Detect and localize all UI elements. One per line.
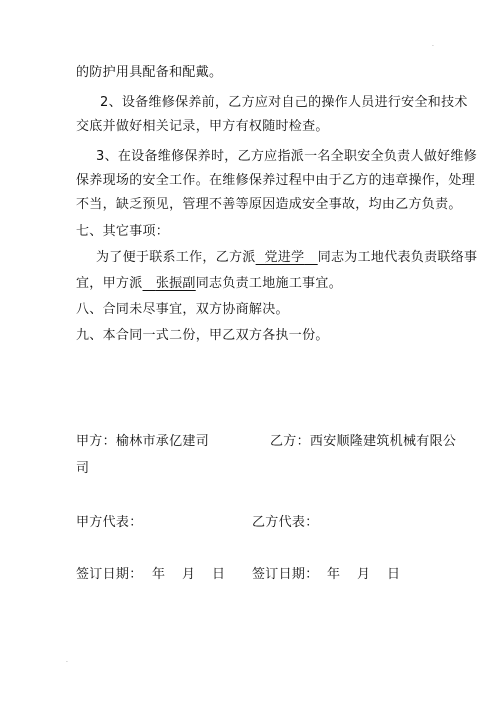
party-b bbox=[270, 433, 456, 451]
contractor-representative-name: 党进学 bbox=[264, 250, 305, 265]
section-8: 八、合同未尽事宜，双方协商解决。 bbox=[76, 302, 289, 317]
section-7-line-1 bbox=[96, 249, 477, 267]
clause-3-line-1: 3、在设备维修保养时，乙方应指派一名全职安全负责人做好维修 bbox=[96, 149, 477, 164]
party-a-representative: 甲方代表： bbox=[76, 515, 143, 530]
section-7-title: 七、其它事项： bbox=[76, 224, 170, 239]
party-b-representative: 乙方代表： bbox=[252, 515, 319, 530]
clause-2-line-1: 2、设备维修保养前，乙方应对自己的操作人员进行安全和技术 bbox=[100, 95, 468, 110]
section-7-text: 为了便于联系工作，乙方派 bbox=[96, 250, 256, 265]
section-7-text: 同志负责工地施工事宜。 bbox=[195, 276, 343, 291]
party-b-name: 西安顺隆建筑机械有限公 bbox=[309, 434, 457, 449]
signing-date-b-month: 月 bbox=[357, 567, 371, 582]
signing-date-b-year: 年 bbox=[327, 567, 341, 582]
party-a-name: 榆林市承亿建司 bbox=[115, 434, 210, 449]
signing-date-b-day: 日 bbox=[387, 567, 401, 582]
signing-date-b-label: 签订日期： bbox=[252, 567, 319, 582]
signing-date-a-month: 月 bbox=[182, 567, 196, 582]
party-b-name-wrap: 司 bbox=[76, 461, 90, 476]
signing-date-a-label: 签订日期： bbox=[76, 567, 143, 582]
clause-3-line-2: 保养现场的安全工作。在维修保养过程中由于乙方的违章操作，处理 bbox=[76, 173, 476, 188]
section-7-text: 宜，甲方派 bbox=[76, 276, 143, 291]
client-representative-name: 张振副 bbox=[155, 276, 196, 291]
party-b-label: 乙方： bbox=[270, 434, 310, 449]
page-mark-bottom: · bbox=[66, 659, 68, 666]
paragraph-line: 的防护用具配备和配戴。 bbox=[76, 65, 223, 80]
page-mark-top: · bbox=[432, 43, 434, 50]
party-a-label: 甲方： bbox=[76, 434, 116, 449]
clause-2-line-2: 交底并做好相关记录，甲方有权随时检查。 bbox=[76, 119, 329, 134]
section-7-text: 同志为工地代表负责联络事 bbox=[317, 250, 478, 265]
party-a bbox=[76, 433, 209, 451]
section-7-line-2 bbox=[76, 275, 342, 293]
signing-date-a-day: 日 bbox=[212, 567, 226, 582]
clause-3-line-3: 不当，缺乏预见，管理不善等原因造成安全事故，均由乙方负责。 bbox=[76, 197, 462, 212]
signing-date-a-year: 年 bbox=[152, 567, 166, 582]
section-9: 九、本合同一式二份，甲乙双方各执一份。 bbox=[76, 328, 329, 343]
